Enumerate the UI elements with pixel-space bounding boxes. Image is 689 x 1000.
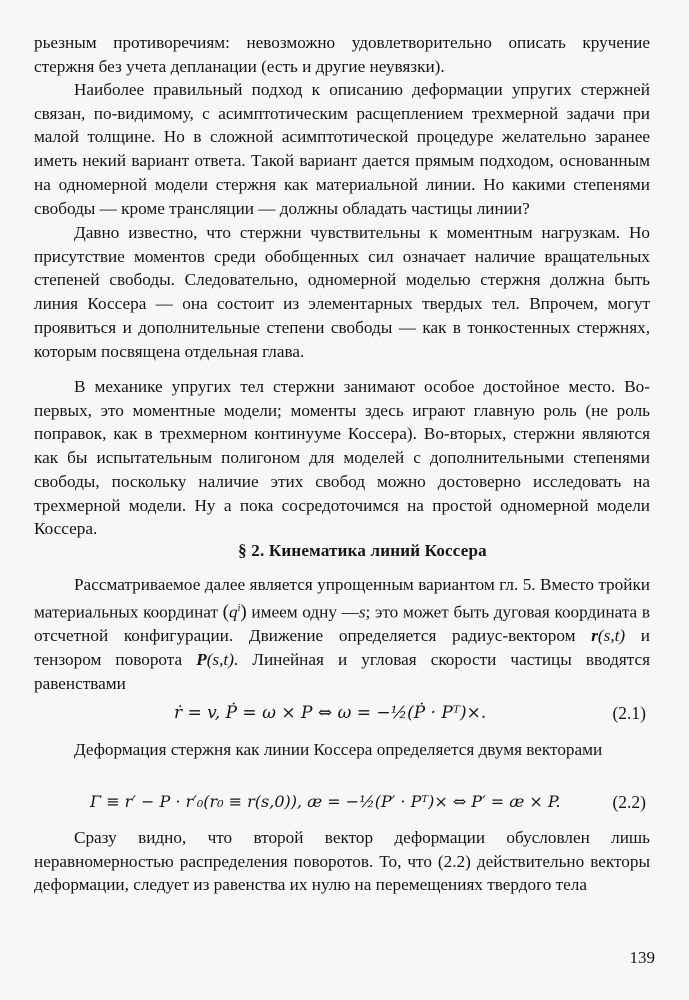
equation-2-2-body: Γ ≡ r′ − P · r′₀(r₀ ≡ r(s,0)), æ = −½(P′ · Pᵀ)× ⇔ P′ = æ × P.	[90, 792, 561, 811]
equation-number-2-2: (2.2)	[612, 792, 646, 812]
paragraph-2: Наиболее правильный подход к описанию деформации упругих стержней связан, по-видимому, с асимптотическим расщеплением трехмерной задачи при малой толщине. Но в сложной асимптотической процедуре желательно заранее иметь некий вариант ответа. Такой вариант дается прямым подходом, основанным на одномерной модели стержня как материальной линии. Но какими степенями свободы — кроме трансляции — должны обладать частицы линии?	[34, 80, 650, 218]
paragraph-4: В механике упругих тел стержни занимают особое достойное место. Во-первых, это моментные модели; моменты здесь играют главную роль (не роль поправок, как в трехмерном континууме Коссера). Во-вторых, стержни являются как бы испытательным полигоном для моделей с дополнительными степенями свободы, поскольку наличие этих свобод можно достоверно исследовать на трехмерной модели. Ну а пока сосредоточимся на простой одномерной модели Коссера.	[34, 377, 650, 539]
paragraph-5: Рассматриваемое далее является упрощенным вариантом гл. 5. Вместо тройки материальных координат $(q^i)$ имеем одну —s; это может быть дуговая координата в отсчетной конфигурации. Движение определяется радиус-вектором r(s,t) и тензором поворота P(s,t). Линейная и угловая скорости частицы вводятся равенствами	[34, 575, 650, 693]
paragraph-6: Деформация стержня как линии Коссера определяется двумя векторами	[74, 740, 603, 759]
equation-2-1-body: ṙ = v, Ṗ = ω × P ⇔ ω = −½(Ṗ · Pᵀ)×.	[174, 703, 487, 723]
equation-number-2-1: (2.1)	[612, 703, 646, 723]
equation-2-1	[34, 697, 650, 737]
page-number: 139	[629, 948, 655, 967]
equation-2-2	[34, 784, 650, 824]
paragraph-7: Сразу видно, что второй вектор деформации обусловлен лишь неравномерностью распределения поворотов. То, что (2.2) действительно векторы деформации, следует из равенства их нулю на перемещениях твердого тела	[34, 828, 650, 895]
paragraph-1: рьезным противоречиям: невозможно удовлетворительно описать кручение стержня без учета депланации (есть и другие неувязки).	[34, 33, 650, 76]
section-heading: § 2. Кинематика линий Коссера	[238, 541, 487, 560]
paragraph-3: Давно известно, что стержни чувствительны к моментным нагрузкам. Но присутствие моментов среди обобщенных сил означает наличие вращательных степеней свободы. Следовательно, одномерной моделью стержня должна быть линия Коссера — она состоит из элементарных твердых тел. Впрочем, могут проявиться и дополнительные степени свободы — как в тонкостенных стержнях, которым посвящена отдельная глава.	[34, 223, 650, 361]
